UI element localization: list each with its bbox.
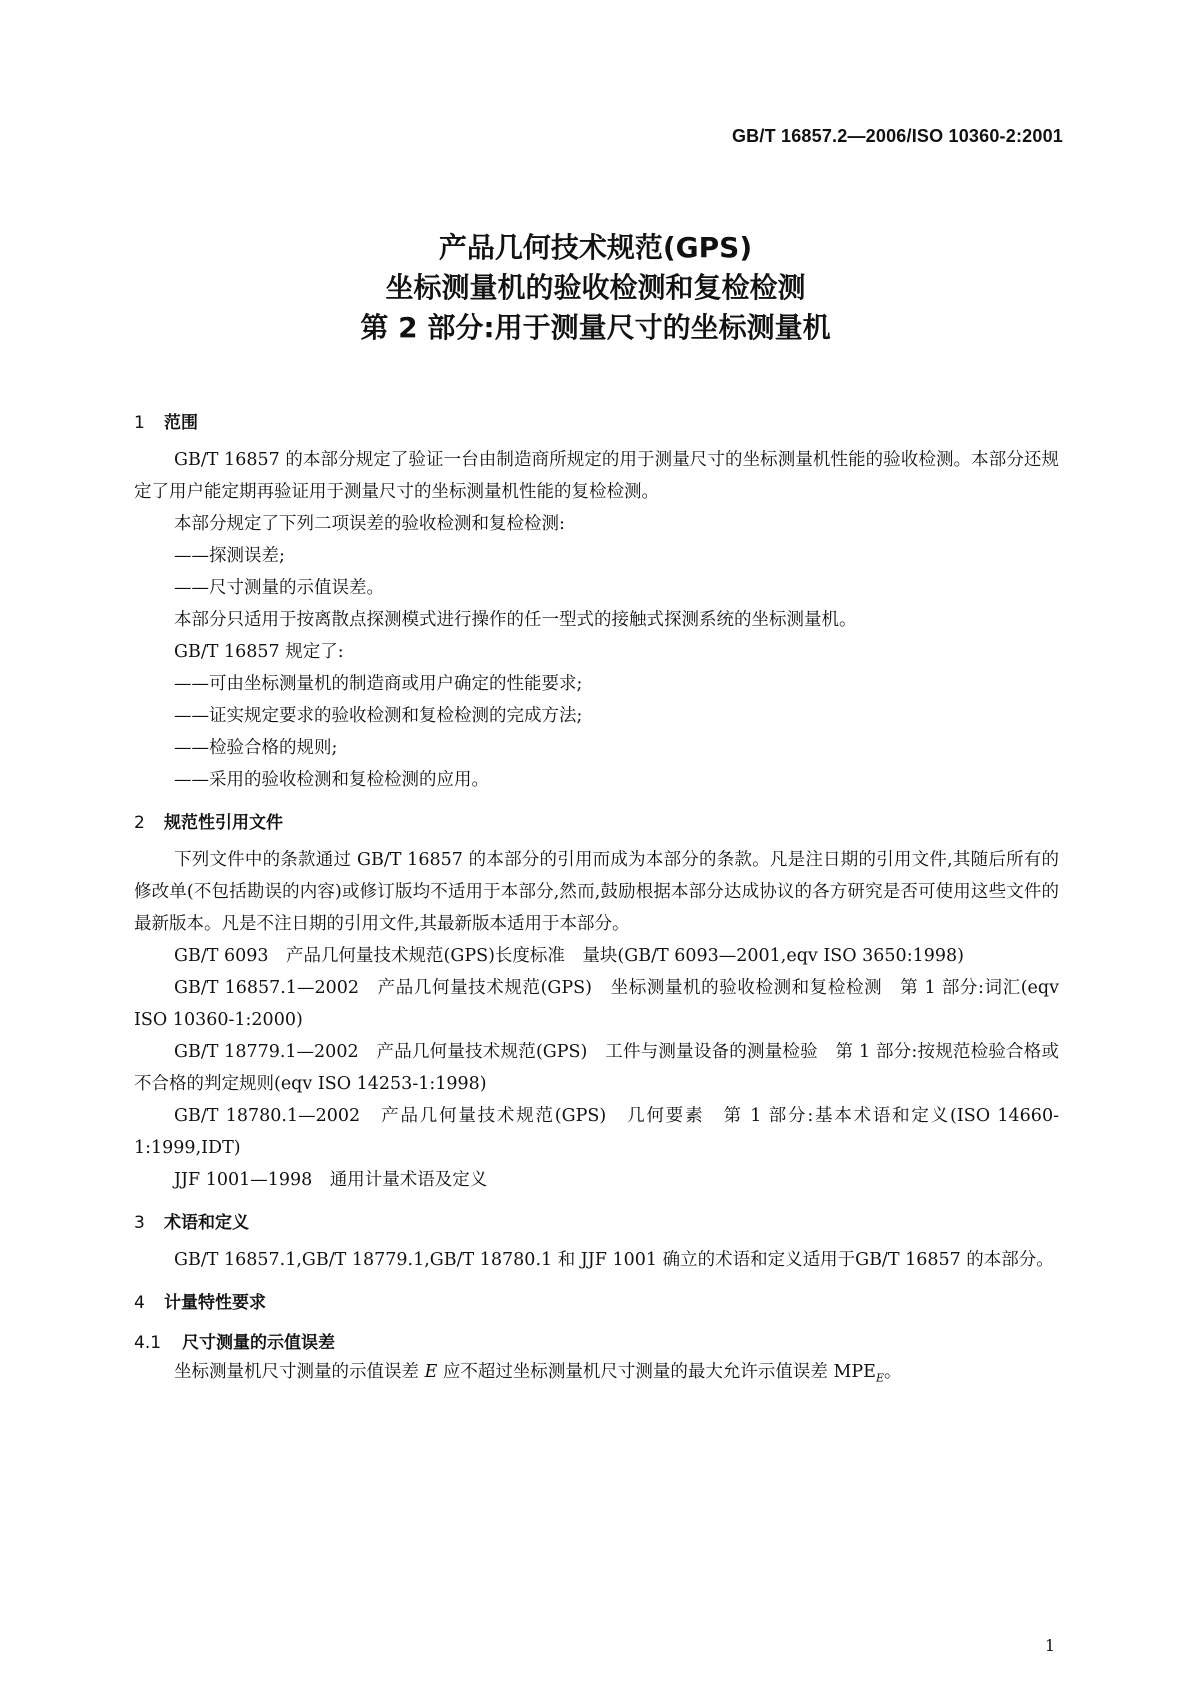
reference-item: GB/T 18779.1—2002 产品几何量技术规范(GPS) 工件与测量设备的测量检验 第 1 部分:按规范检验合格或不合格的判定规则(eqv ISO 14253-1:1998) (134, 1042, 1059, 1094)
document-body (134, 410, 1059, 1395)
paragraph (134, 1356, 1059, 1395)
subscript-e: E (875, 1371, 884, 1385)
title-line-3: 第 2 部分:用于测量尺寸的坐标测量机 (360, 311, 831, 344)
subsection-number: 4.1 (134, 1333, 162, 1353)
section-4-heading (134, 1290, 1059, 1316)
section-number: 3 (134, 1213, 145, 1233)
section-number: 4 (134, 1293, 145, 1313)
paragraph: 下列文件中的条款通过 GB/T 16857 的本部分的引用而成为本部分的条款。凡是注日期的引用文件,其随后所有的修改单(不包括勘误的内容)或修订版均不适用于本部分,然而,鼓励根据本部分达成协议的各方研究是否可使用这些文件的最新版本。凡是不注日期的引用文件,其最新版本适用于本部分。 (134, 850, 1059, 934)
section-number: 1 (134, 413, 145, 433)
list-item: ——尺寸测量的示值误差。 (174, 578, 384, 598)
section-title: 规范性引用文件 (164, 813, 283, 833)
section-title: 术语和定义 (164, 1213, 249, 1233)
standard-code: GB/T 16857.2—2006/ISO 10360-2:2001 (731, 126, 1063, 146)
title-line-1: 产品几何技术规范(GPS) (438, 231, 753, 264)
paragraph: 本部分只适用于按离散点探测模式进行操作的任一型式的接触式探测系统的坐标测量机。 (174, 610, 857, 630)
reference-item: GB/T 6093 产品几何量技术规范(GPS)长度标准 量块(GB/T 6093—2001,eqv ISO 3650:1998) (174, 946, 964, 966)
list-item: ——探测误差; (174, 546, 285, 566)
paragraph: 本部分规定了下列二项误差的验收检测和复检检测: (174, 514, 565, 534)
list-item: ——可由坐标测量机的制造商或用户确定的性能要求; (174, 674, 583, 694)
paragraph: GB/T 16857 的本部分规定了验证一台由制造商所规定的用于测量尺寸的坐标测量机性能的验收检测。本部分还规定了用户能定期再验证用于测量尺寸的坐标测量机性能的复检检测。 (134, 450, 1059, 502)
section-1-heading (134, 410, 1059, 436)
section-3-heading (134, 1210, 1059, 1236)
symbol-e: E (424, 1362, 438, 1382)
page-number: 1 (1044, 1636, 1055, 1655)
section-title: 计量特性要求 (164, 1293, 266, 1313)
text-run: 坐标测量机尺寸测量的示值误差 (174, 1362, 425, 1382)
paragraph: GB/T 16857.1,GB/T 18779.1,GB/T 18780.1 和 JJF 1001 确立的术语和定义适用于GB/T 16857 的本部分。 (174, 1250, 1054, 1270)
reference-item: GB/T 18780.1—2002 产品几何量技术规范(GPS) 几何要素 第 1 部分:基本术语和定义(ISO 14660-1:1999,IDT) (134, 1106, 1059, 1158)
section-number: 2 (134, 813, 145, 833)
reference-item: JJF 1001—1998 通用计量术语及定义 (174, 1170, 488, 1190)
text-run: 应不超过坐标测量机尺寸测量的最大允许示值误差 MPE (437, 1362, 876, 1382)
list-item: ——检验合格的规则; (174, 738, 338, 758)
title-line-2: 坐标测量机的验收检测和复检检测 (385, 271, 806, 304)
document-title (0, 228, 1191, 348)
text-run: 。 (883, 1362, 902, 1382)
subsection-title: 尺寸测量的示值误差 (182, 1333, 335, 1353)
list-item: ——采用的验收检测和复检检测的应用。 (174, 770, 489, 790)
reference-item: GB/T 16857.1—2002 产品几何量技术规范(GPS) 坐标测量机的验收检测和复检检测 第 1 部分:词汇(eqv ISO 10360-1:2000) (134, 978, 1059, 1030)
paragraph: GB/T 16857 规定了: (174, 642, 344, 662)
section-2-heading (134, 810, 1059, 836)
list-item: ——证实规定要求的验收检测和复检检测的完成方法; (174, 706, 583, 726)
section-4-1-heading (134, 1330, 1059, 1356)
section-title: 范围 (164, 413, 198, 433)
